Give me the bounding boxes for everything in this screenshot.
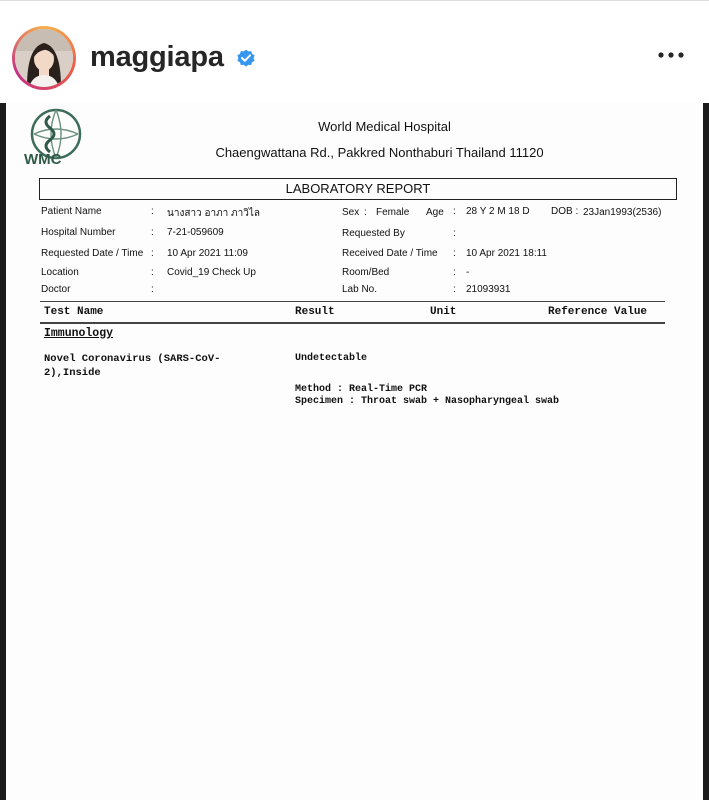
more-horizontal-icon[interactable] [657, 45, 685, 65]
doctor-label: Doctor [41, 284, 71, 295]
patient-name-sep: : [151, 206, 154, 217]
hospital-number-value: 7-21-059609 [167, 227, 224, 238]
received-date-value: 10 Apr 2021 18:11 [466, 248, 547, 259]
lab-no-sep: : [453, 284, 456, 295]
lab-report-document [6, 103, 703, 800]
logo-text: WMC [24, 151, 62, 168]
hospital-number-label: Hospital Number [41, 227, 116, 238]
column-result: Result [295, 306, 335, 318]
test-method: Method : Real-Time PCR [295, 384, 428, 395]
test-specimen: Specimen : Throat swab + Nasopharyngeal swab [295, 396, 560, 407]
table-top-rule [40, 301, 665, 302]
requested-date-value: 10 Apr 2021 11:09 [167, 248, 248, 259]
requested-date-sep: : [151, 248, 154, 259]
location-label: Location [41, 267, 79, 278]
requested-date-label: Requested Date / Time [41, 248, 144, 259]
column-unit: Unit [430, 306, 457, 318]
requested-by-label: Requested By [342, 228, 405, 239]
sex-value: Female [376, 207, 410, 218]
room-bed-value: - [466, 267, 470, 278]
table-header-rule [40, 322, 665, 324]
username[interactable]: maggiapa [90, 41, 224, 73]
age-sep: : [453, 206, 456, 217]
sex-label: Sex [342, 207, 360, 218]
dob-value: 23Jan1993(2536) [583, 207, 662, 218]
requested-by-sep: : [453, 228, 456, 239]
avatar[interactable] [15, 29, 73, 87]
patient-name-label: Patient Name [41, 206, 102, 217]
hospital-address: Chaengwattana Rd., Pakkred Nonthaburi Thailand 11120 [215, 145, 544, 160]
age-label: Age [426, 207, 444, 218]
room-bed-sep: : [453, 267, 456, 278]
dob-label: DOB : [551, 206, 579, 217]
post-header [0, 1, 709, 103]
doctor-sep: : [151, 284, 154, 295]
column-reference-value: Reference Value [548, 306, 648, 318]
post-image[interactable] [0, 103, 709, 800]
report-title-box [39, 178, 677, 200]
hospital-name: World Medical Hospital [318, 119, 451, 134]
lab-no-value: 21093931 [466, 284, 511, 295]
column-test-name: Test Name [44, 306, 104, 318]
test-name-line2: 2),Inside [44, 367, 101, 379]
location-value: Covid_19 Check Up [167, 267, 256, 278]
age-value: 28 Y 2 M 18 D [466, 206, 530, 217]
received-date-label: Received Date / Time [342, 248, 438, 259]
room-bed-label: Room/Bed [342, 267, 390, 278]
hospital-logo-icon [20, 106, 90, 170]
patient-name-value: นางสาว อาภา ภาวิไล [167, 208, 261, 219]
location-sep: : [151, 267, 154, 278]
received-date-sep: : [453, 248, 456, 259]
lab-no-label: Lab No. [342, 284, 378, 295]
section-heading: Immunology [44, 327, 114, 340]
sex-sep: : [364, 207, 367, 218]
test-name-line1: Novel Coronavirus (SARS-CoV- [44, 353, 221, 365]
story-ring[interactable] [12, 26, 76, 90]
avatar-photo [15, 29, 73, 87]
report-title: LABORATORY REPORT [285, 181, 431, 196]
test-result: Undetectable [295, 353, 368, 364]
verified-badge-icon [236, 48, 256, 68]
hospital-number-sep: : [151, 227, 154, 238]
